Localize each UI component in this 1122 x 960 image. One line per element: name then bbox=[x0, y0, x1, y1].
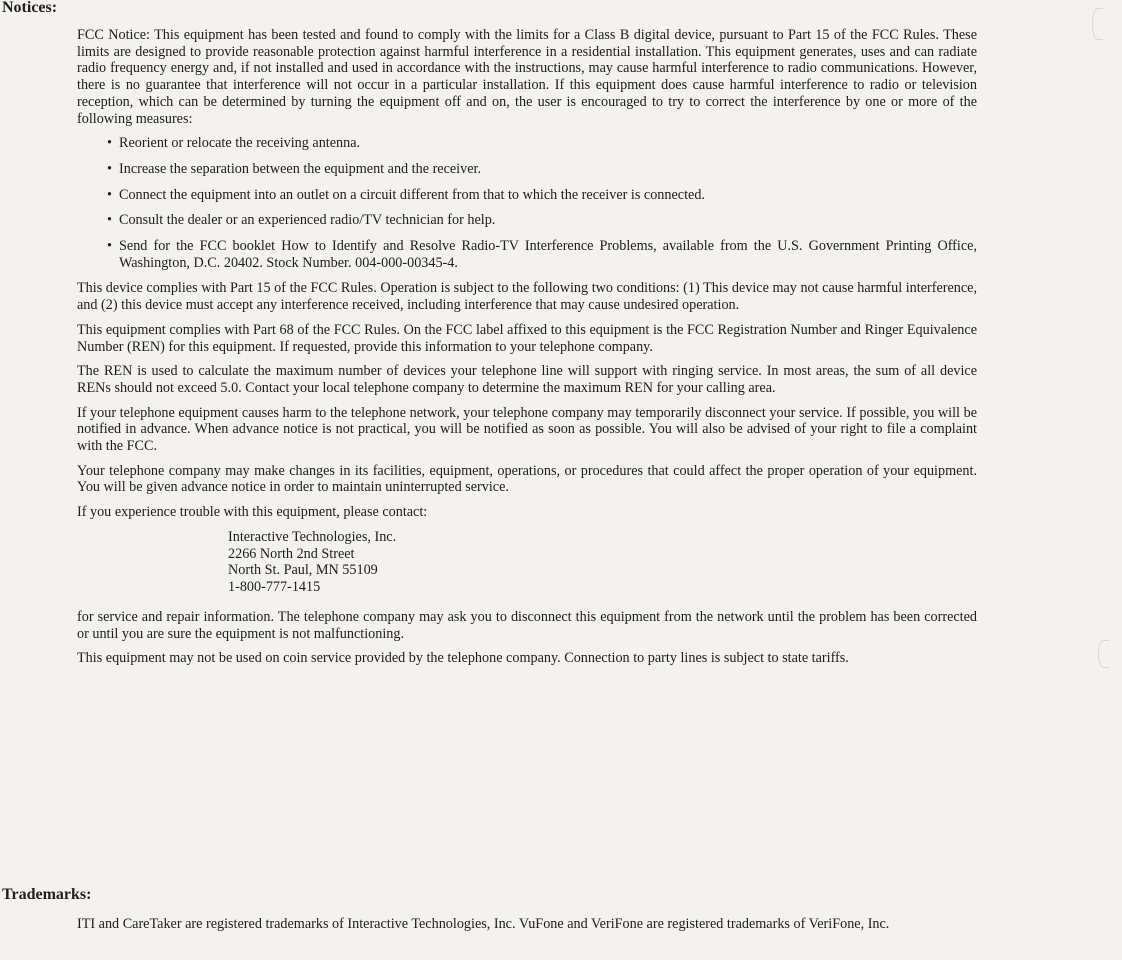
address-city: North St. Paul, MN 55109 bbox=[228, 562, 378, 579]
trademarks-paragraph: ITI and CareTaker are registered trademarks of Interactive Technologies, Inc. VuFone and VeriFone are registered trademarks of VeriFone, Inc. bbox=[77, 916, 890, 932]
ren-paragraph: The REN is used to calculate the maximum number of devices your telephone line will support with ringing service. In most areas, the sum of all device RENs should not exceed 5.0. Contact your local telephone company to determine the maximum REN for your calling area. bbox=[77, 363, 977, 396]
contact-address bbox=[228, 529, 977, 596]
bullet-icon: • bbox=[107, 212, 112, 229]
measure-text: Send for the FCC booklet How to Identify and Resolve Radio-TV Interference Problems, available from the U.S. Government Printing Office, Washington, D.C. 20402. Stock Number. 004-000-00345-4. bbox=[119, 238, 977, 271]
list-item bbox=[77, 161, 977, 178]
measure-text: Connect the equipment into an outlet on a circuit different from that to which the receiver is connected. bbox=[119, 186, 705, 203]
fcc-notice-paragraph: FCC Notice: This equipment has been tested and found to comply with the limits for a Class B digital device, pursuant to Part 15 of the FCC Rules. These limits are designed to provide reasonable protection against harmful interference in a residential installation. This equipment generates, uses and can radiate radio frequency energy and, if not installed and used in accordance with the instructions, may cause harmful interference to radio communications. However, there is no guarantee that interference will not occur in a particular installation. If this equipment does cause harmful interference to radio or television reception, which can be determined by turning the equipment off and on, the user is encouraged to try to correct the interference by one or more of the following measures: bbox=[77, 27, 977, 127]
list-item bbox=[77, 187, 977, 204]
notices-heading: Notices: bbox=[2, 0, 58, 16]
bullet-icon: • bbox=[107, 135, 112, 152]
bullet-icon: • bbox=[107, 238, 112, 255]
trademarks-body bbox=[77, 916, 977, 941]
measure-text: Increase the separation between the equipment and the receiver. bbox=[119, 160, 482, 177]
page-edge-mark bbox=[1092, 8, 1103, 40]
facility-changes-paragraph: Your telephone company may make changes in its facilities, equipment, operations, or procedures that could affect the proper operation of your equipment. You will be given advance notice in order to maintain uninterrupted service. bbox=[77, 462, 977, 496]
trademarks-heading: Trademarks: bbox=[2, 886, 92, 903]
coin-service-paragraph: This equipment may not be used on coin service provided by the telephone company. Connection to party lines is subject to state tariffs. bbox=[77, 650, 849, 667]
list-item bbox=[77, 212, 977, 229]
notices-body bbox=[77, 27, 977, 675]
address-street: 2266 North 2nd Street bbox=[228, 545, 355, 562]
list-item bbox=[77, 135, 977, 152]
part68-paragraph: This equipment complies with Part 68 of the FCC Rules. On the FCC label affixed to this equipment is the FCC Registration Number and Ringer Equivalence Number (REN) for this equipment. If requested, provide this information to your telephone company. bbox=[77, 321, 977, 355]
part15-paragraph: This device complies with Part 15 of the FCC Rules. Operation is subject to the following two conditions: (1) This device may not cause harmful interference, and (2) this device must accept any interference received, including interference that may cause undesired operation. bbox=[77, 280, 977, 314]
interference-measures-list bbox=[77, 135, 977, 271]
list-item bbox=[77, 238, 977, 271]
network-harm-paragraph: If your telephone equipment causes harm to the telephone network, your telephone company may temporarily disconnect your service. If possible, you will be notified in advance. When advance notice is not practical, you will be notified as soon as possible. You will also be advised of your right to file a complaint with the FCC. bbox=[77, 404, 977, 455]
address-company: Interactive Technologies, Inc. bbox=[228, 528, 397, 545]
contact-intro-paragraph: If you experience trouble with this equipment, please contact: bbox=[77, 504, 428, 521]
service-paragraph: for service and repair information. The telephone company may ask you to disconnect this equipment from the network until the problem has been corrected or until you are sure the equipment is not malfunctioning. bbox=[77, 609, 977, 642]
bullet-icon: • bbox=[107, 160, 112, 177]
measure-text: Consult the dealer or an experienced radio/TV technician for help. bbox=[119, 212, 496, 229]
address-phone: 1-800-777-1415 bbox=[228, 579, 321, 596]
page-edge-mark bbox=[1098, 640, 1109, 668]
measure-text: Reorient or relocate the receiving antenna. bbox=[119, 135, 361, 152]
bullet-icon: • bbox=[107, 186, 112, 203]
